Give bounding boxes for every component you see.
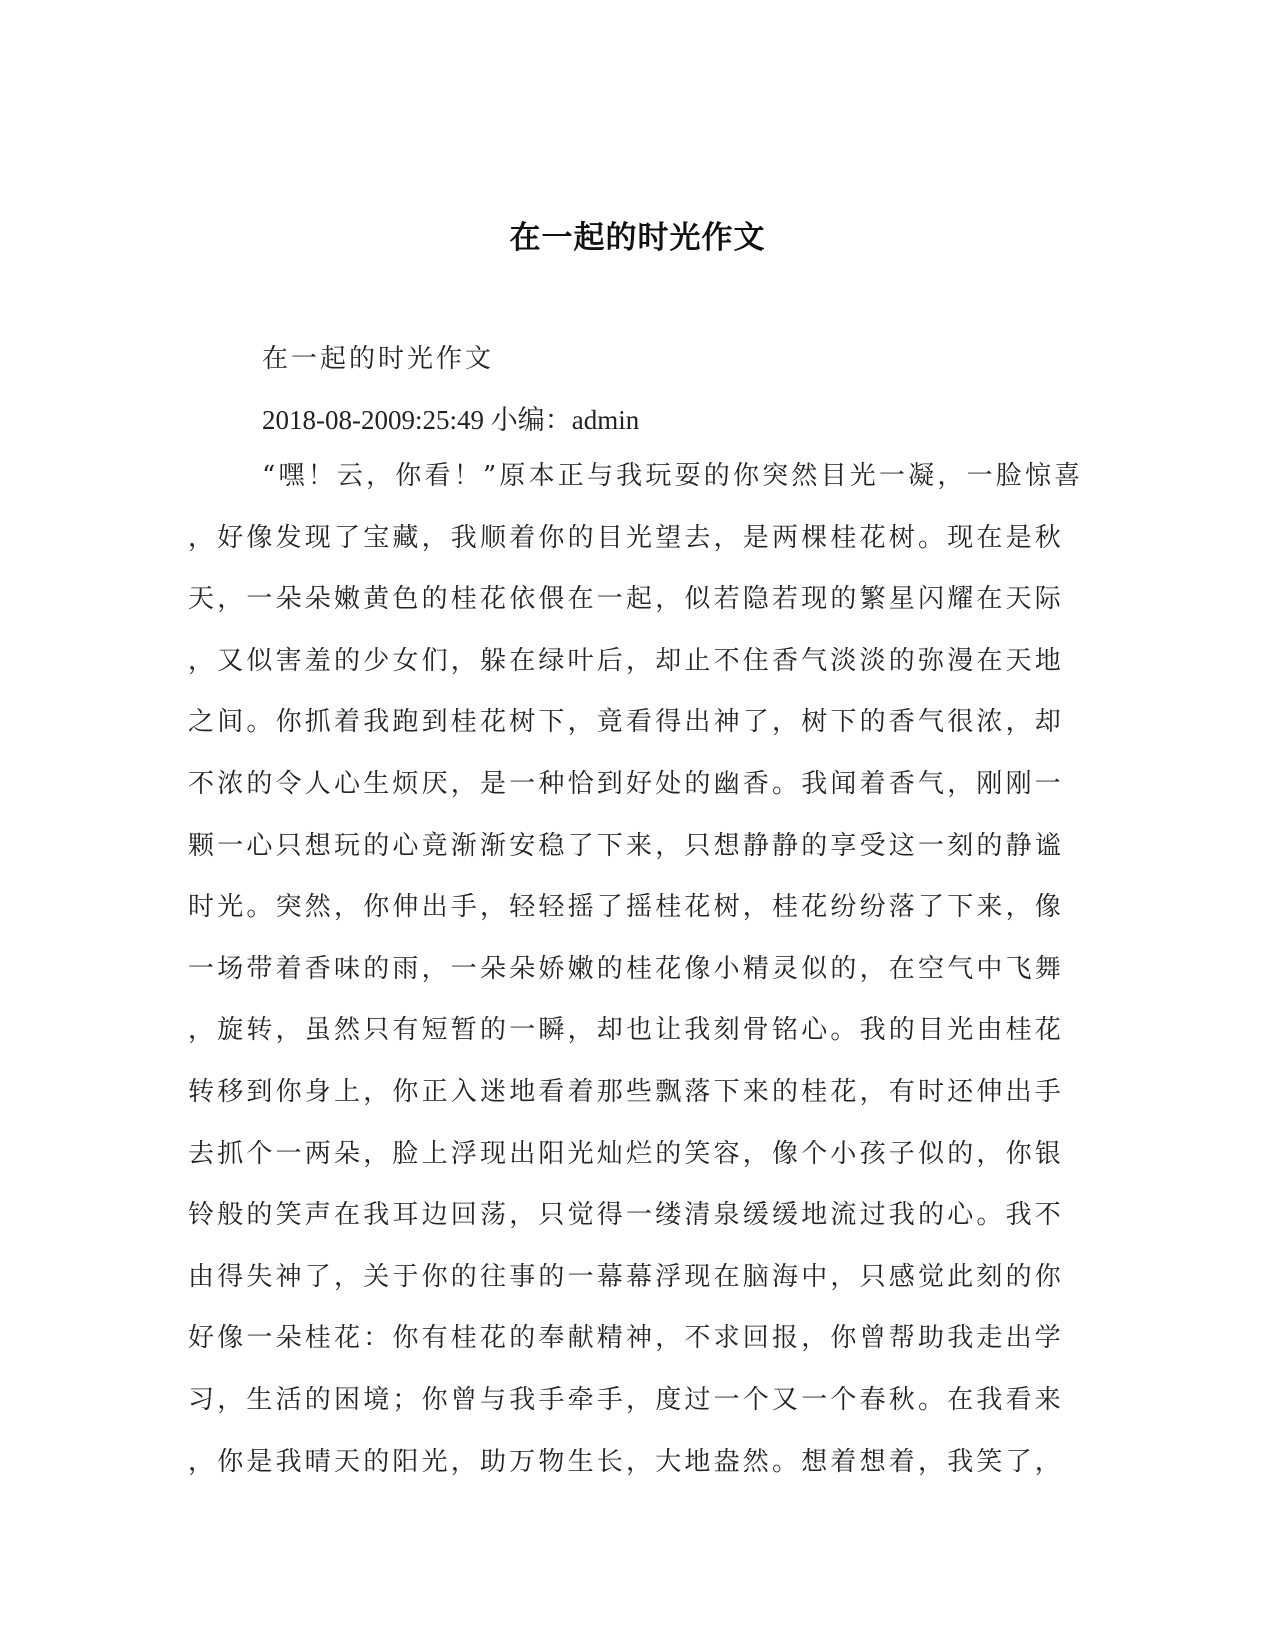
body-line: 习，生活的困境；你曾与我手牵手，度过一个又一个春秋。在我看来 bbox=[188, 1384, 1065, 1415]
document-subtitle: 在一起的时光作文 bbox=[262, 344, 495, 374]
body-line: ，又似害羞的少女们，躲在绿叶后，却止不住香气淡淡的弥漫在天地 bbox=[188, 645, 1065, 676]
body-line: “嘿！云，你看！”原本正与我玩耍的你突然目光一凝，一脸惊喜 bbox=[262, 461, 1084, 491]
body-line: 铃般的笑声在我耳边回荡，只觉得一缕清泉缓缓地流过我的心。我不 bbox=[188, 1200, 1065, 1231]
body-line: ，旋转，虽然只有短暂的一瞬，却也让我刻骨铭心。我的目光由桂花 bbox=[188, 1015, 1065, 1046]
body-line: 去抓个一两朵，脸上浮现出阳光灿烂的笑容，像个小孩子似的，你银 bbox=[188, 1138, 1065, 1169]
document-body bbox=[188, 458, 1088, 1505]
document-meta: 2018-08-2009:25:49 小编：admin bbox=[262, 405, 640, 435]
body-line: 一场带着香味的雨，一朵朵娇嫩的桂花像小精灵似的，在空气中飞舞 bbox=[188, 953, 1065, 984]
body-line: 之间。你抓着我跑到桂花树下，竟看得出神了，树下的香气很浓，却 bbox=[188, 707, 1065, 738]
body-line: 时光。突然，你伸出手，轻轻摇了摇桂花树，桂花纷纷落了下来，像 bbox=[188, 892, 1065, 923]
body-line: 好像一朵桂花：你有桂花的奉献精神，不求回报，你曾帮助我走出学 bbox=[188, 1323, 1065, 1354]
body-line: 天，一朵朵嫩黄色的桂花依偎在一起，似若隐若现的繁星闪耀在天际 bbox=[188, 584, 1065, 615]
body-line: 颗一心只想玩的心竟渐渐安稳了下来，只想静静的享受这一刻的静谧 bbox=[188, 830, 1065, 861]
body-line: 不浓的令人心生烦厌，是一种恰到好处的幽香。我闻着香气，刚刚一 bbox=[188, 768, 1065, 799]
body-line: ，好像发现了宝藏，我顺着你的目光望去，是两棵桂花树。现在是秋 bbox=[188, 522, 1065, 553]
body-line: 由得失神了，关于你的往事的一幕幕浮现在脑海中，只感觉此刻的你 bbox=[188, 1261, 1065, 1292]
body-line: 转移到你身上，你正入迷地看着那些飘落下来的桂花，有时还伸出手 bbox=[188, 1076, 1065, 1107]
document-title: 在一起的时光作文 bbox=[509, 220, 766, 256]
body-line: ，你是我晴天的阳光，助万物生长，大地盎然。想着想着，我笑了， bbox=[188, 1446, 1065, 1477]
